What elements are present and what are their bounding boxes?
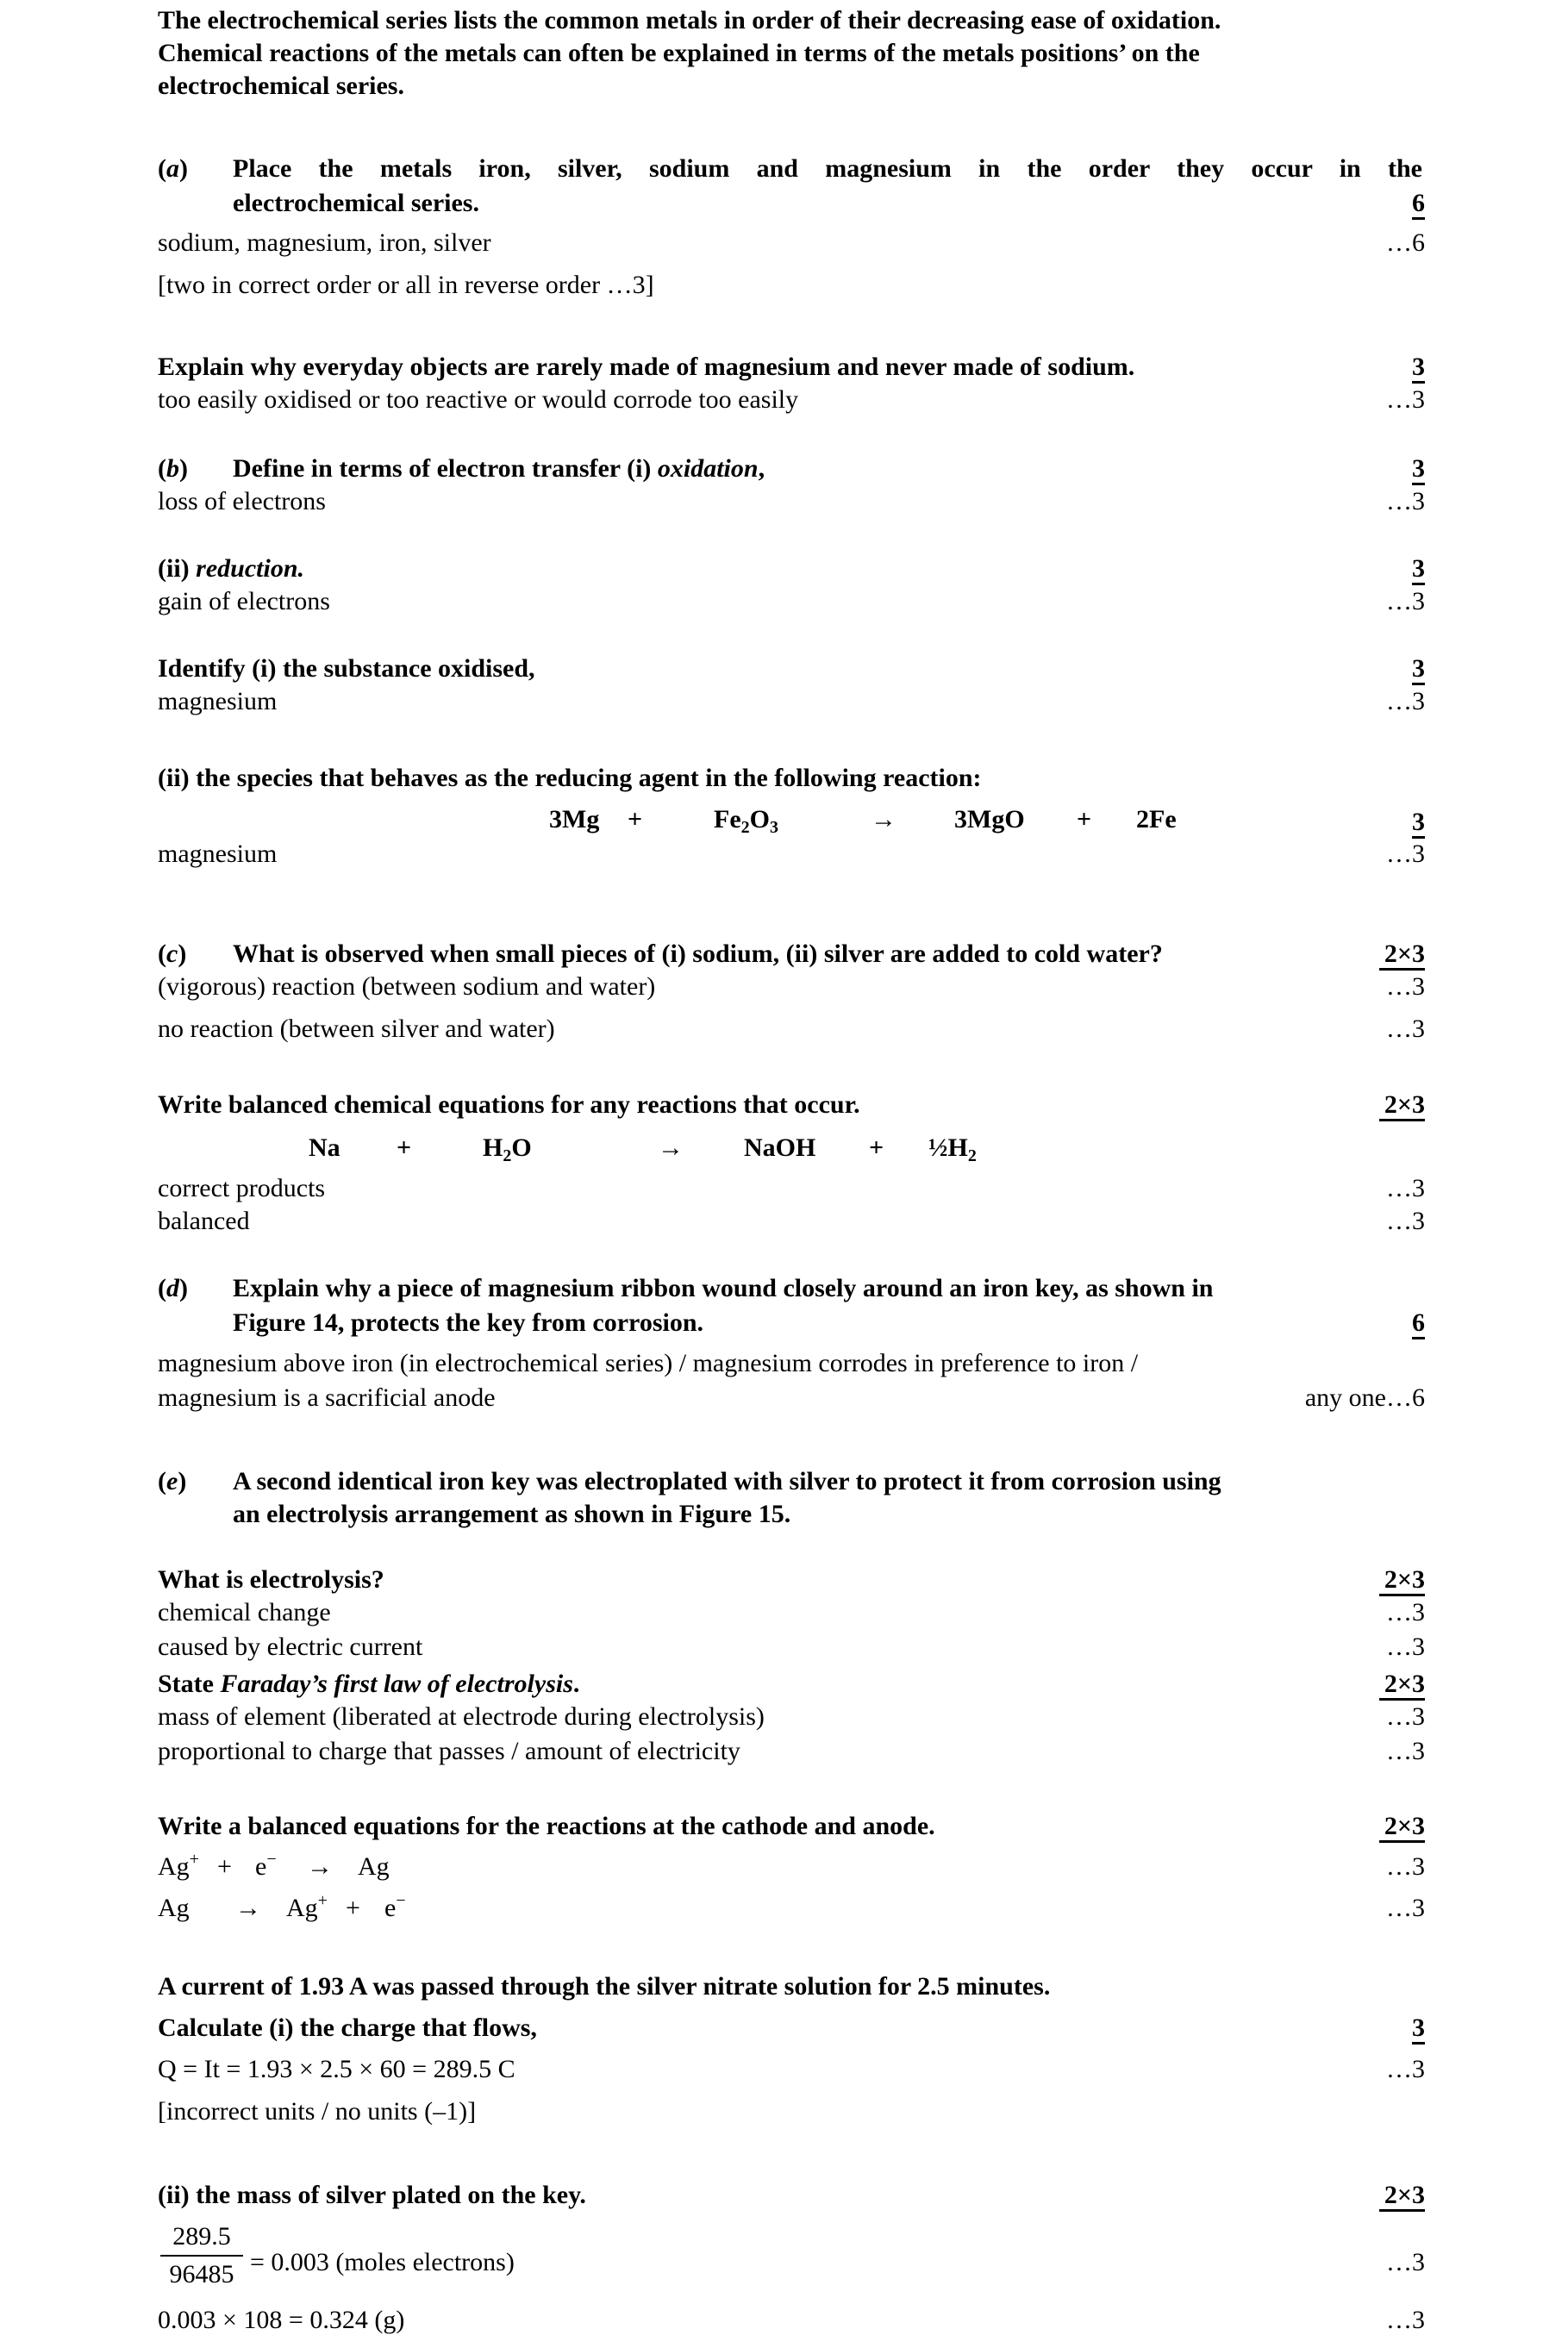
anode-arrow-icon: → [235, 1894, 261, 1922]
part-e-letter: e [166, 1467, 178, 1495]
part-b-q2-term: reduction. [196, 554, 305, 583]
fraction-denominator: 96485 [169, 2260, 234, 2288]
part-b-q2-marks: 3 [1412, 554, 1425, 584]
intro-line-1: The electrochemical series lists the common metals in order of their decreasing ease of oxidation. [158, 6, 1221, 34]
part-a-answer-marks: …6 [1386, 228, 1425, 257]
fraction-numerator: 289.5 [160, 2222, 243, 2257]
part-b-q3-marks: 3 [1412, 654, 1425, 684]
eq-arrow-icon: → [658, 1133, 684, 1162]
part-c-q2-marks: 2×3 [1379, 1090, 1425, 1120]
part-c-a4: balanced [158, 1207, 250, 1235]
part-e-a1-marks: …3 [1386, 1598, 1425, 1626]
part-b-q3: Identify (i) the substance oxidised, [158, 654, 535, 683]
eq-plus-2: + [869, 1133, 884, 1162]
part-c-a1: (vigorous) reaction (between sodium and water) [158, 972, 656, 1001]
part-b-q4: (ii) the species that behaves as the reducing agent in the following reaction: [158, 764, 982, 792]
part-a-q2-marks: 3 [1412, 353, 1425, 382]
cathode-marks: …3 [1386, 1852, 1425, 1881]
anode-term-electron: e− [384, 1891, 406, 1922]
part-e-a3: mass of element (liberated at electrode during electrolysis) [158, 1702, 765, 1731]
part-b-q1-text: Define in terms of electron transfer (i) [233, 454, 658, 483]
part-c-a2: no reaction (between silver and water) [158, 1015, 555, 1043]
part-d-letter: d [166, 1274, 179, 1302]
eq-term-2fe: 2Fe [1136, 805, 1177, 833]
part-c-a3-marks: …3 [1386, 1174, 1425, 1202]
cathode-arrow-icon: → [307, 1852, 333, 1881]
part-c-a1-marks: …3 [1386, 972, 1425, 1001]
eq-term-3mgo: 3MgO [954, 805, 1025, 833]
part-e-a5-marks: …3 [1386, 2055, 1425, 2083]
part-a-label: (a) [158, 154, 188, 183]
part-b-letter: b [166, 454, 179, 483]
part-e-q1: What is electrolysis? [158, 1565, 384, 1594]
part-b-q1-term: oxidation [657, 454, 759, 483]
part-c-a2-marks: …3 [1386, 1015, 1425, 1043]
part-e-a7: 0.003 × 108 = 0.324 (g) [158, 2306, 405, 2334]
part-b-label: (b) [158, 454, 188, 483]
part-e-a4: proportional to charge that passes / amount of electricity [158, 1737, 740, 1765]
part-e-q3: Write a balanced equations for the reactions at the cathode and anode. [158, 1812, 935, 1840]
part-b-q1-answer-marks: …3 [1386, 487, 1425, 515]
part-b-q4-answer-marks: …3 [1386, 840, 1425, 868]
part-e-q1-marks: 2×3 [1379, 1565, 1425, 1595]
part-d-label: (d) [158, 1274, 188, 1302]
part-e-question-line-2: an electrolysis arrangement as shown in Figure 15. [233, 1500, 791, 1528]
part-b-q4-answer: magnesium [158, 840, 278, 868]
eq-plus-1: + [628, 805, 643, 833]
part-a-q2-answer-marks: …3 [1386, 385, 1425, 414]
part-c-q1-marks: 2×3 [1379, 940, 1425, 969]
part-e-a5: Q = It = 1.93 × 2.5 × 60 = 289.5 C [158, 2055, 515, 2083]
part-e-a3-marks: …3 [1386, 1702, 1425, 1731]
part-c-q1: What is observed when small pieces of (i) sodium, (ii) silver are added to cold water? [233, 940, 1163, 968]
eq-plus-1: + [397, 1133, 412, 1162]
part-b-q2-answer: gain of electrons [158, 587, 330, 615]
part-e-label: (e) [158, 1467, 187, 1495]
part-c-a4-marks: …3 [1386, 1207, 1425, 1235]
part-e-q2-suffix: . [572, 1670, 580, 1698]
part-e-a2: caused by electric current [158, 1633, 423, 1661]
part-b-q2 [158, 554, 304, 584]
part-b-q3-answer: magnesium [158, 687, 278, 715]
anode-plus: + [346, 1894, 360, 1922]
part-e-q5: Calculate (i) the charge that flows, [158, 2013, 537, 2042]
cathode-term-ag: Ag [358, 1852, 390, 1881]
part-a-answer: sodium, magnesium, iron, silver [158, 228, 491, 257]
intro-line-2: Chemical reactions of the metals can often be explained in terms of the metals positions’ on the [158, 39, 1200, 67]
intro-line-3: electrochemical series. [158, 72, 404, 100]
part-e-q4: A current of 1.93 A was passed through the silver nitrate solution for 2.5 minutes. [158, 1972, 1051, 2001]
part-e-a6-marks: …3 [1386, 2248, 1425, 2276]
eq-plus-2: + [1077, 805, 1092, 833]
eq-term-half-h2: $\frac{1}{2}H_2$ [928, 1133, 977, 1165]
part-c-q2: Write balanced chemical equations for any reactions that occur. [158, 1090, 860, 1119]
part-b-q1-marks: 3 [1412, 454, 1425, 484]
eq-term-h2o: $H_2O$ [483, 1133, 532, 1165]
eq-term-na: Na [309, 1133, 340, 1162]
eq-arrow-icon: → [871, 805, 896, 833]
part-b-q4-marks: 3 [1412, 808, 1425, 837]
part-b-q1-answer: loss of electrons [158, 487, 326, 515]
part-b-q1-suffix: , [758, 454, 765, 483]
part-a-q2-answer: too easily oxidised or too reactive or would corrode too easily [158, 385, 799, 414]
part-e-a7-marks: …3 [1386, 2306, 1425, 2334]
part-a-marks: 6 [1412, 189, 1425, 218]
part-e-a1: chemical change [158, 1598, 331, 1626]
part-b-q2-text: (ii) [158, 554, 197, 583]
faraday-law-term: Faraday’s first law of electrolysis [220, 1670, 573, 1698]
part-d-answer-line-2: magnesium is a sacrificial anode [158, 1383, 496, 1412]
part-a-q2: Explain why everyday objects are rarely made of magnesium and never made of sodium. [158, 353, 1135, 381]
anode-term-ag-ion: Ag+ [286, 1891, 328, 1922]
eq-term-3mg: 3Mg [549, 805, 600, 833]
part-e-question-line-1: A second identical iron key was electroplated with silver to protect it from corrosion using [233, 1467, 1221, 1495]
part-b-q3-answer-marks: …3 [1386, 687, 1425, 715]
part-a-letter: a [166, 154, 179, 183]
part-c-a3: correct products [158, 1174, 326, 1202]
part-a-question-line-2: electrochemical series. [233, 189, 479, 217]
cathode-plus: + [217, 1852, 232, 1881]
cathode-term-electron: e− [255, 1850, 277, 1881]
part-c-letter: c [166, 940, 178, 968]
eq-term-naoh: NaOH [744, 1133, 816, 1162]
part-a-question-line-1: Place the metals iron, silver, sodium and magnesium in the order they occur in the [233, 154, 1422, 183]
part-e-q5-marks: 3 [1412, 2013, 1425, 2043]
part-d-answer-line-1: magnesium above iron (in electrochemical series) / magnesium corrodes in preference to iron / [158, 1349, 1139, 1377]
part-e-a4-marks: …3 [1386, 1737, 1425, 1765]
part-e-q2-text: State [158, 1670, 221, 1698]
part-d-question-line-1: Explain why a piece of magnesium ribbon wound closely around an iron key, as shown in [233, 1274, 1214, 1302]
part-e-q2-marks: 2×3 [1379, 1670, 1425, 1699]
cathode-term-ag-ion: Ag+ [158, 1850, 199, 1881]
anode-term-ag: Ag [158, 1894, 190, 1922]
part-e-a6: = 0.003 (moles electrons) [250, 2248, 515, 2276]
part-d-marks: 6 [1412, 1308, 1425, 1338]
part-d-answer-marks: any one…6 [1304, 1383, 1425, 1412]
part-e-q2 [158, 1670, 579, 1699]
part-b-q1 [233, 454, 765, 484]
eq-term-fe2o3: $Fe_2O_3$ [714, 805, 778, 837]
part-e-q6-marks: 2×3 [1379, 2181, 1425, 2210]
moles-fraction [160, 2222, 243, 2289]
part-e-a5-note: [incorrect units / no units (–1)] [158, 2097, 477, 2126]
part-c-label: (c) [158, 940, 187, 968]
part-a-note: [two in correct order or all in reverse order …3] [158, 271, 654, 299]
part-e-q6: (ii) the mass of silver plated on the key. [158, 2181, 586, 2209]
part-d-question-line-2: Figure 14, protects the key from corrosion. [233, 1308, 704, 1337]
part-b-q2-answer-marks: …3 [1386, 587, 1425, 615]
anode-marks: …3 [1386, 1894, 1425, 1922]
part-e-a2-marks: …3 [1386, 1633, 1425, 1661]
part-e-q3-marks: 2×3 [1379, 1812, 1425, 1841]
